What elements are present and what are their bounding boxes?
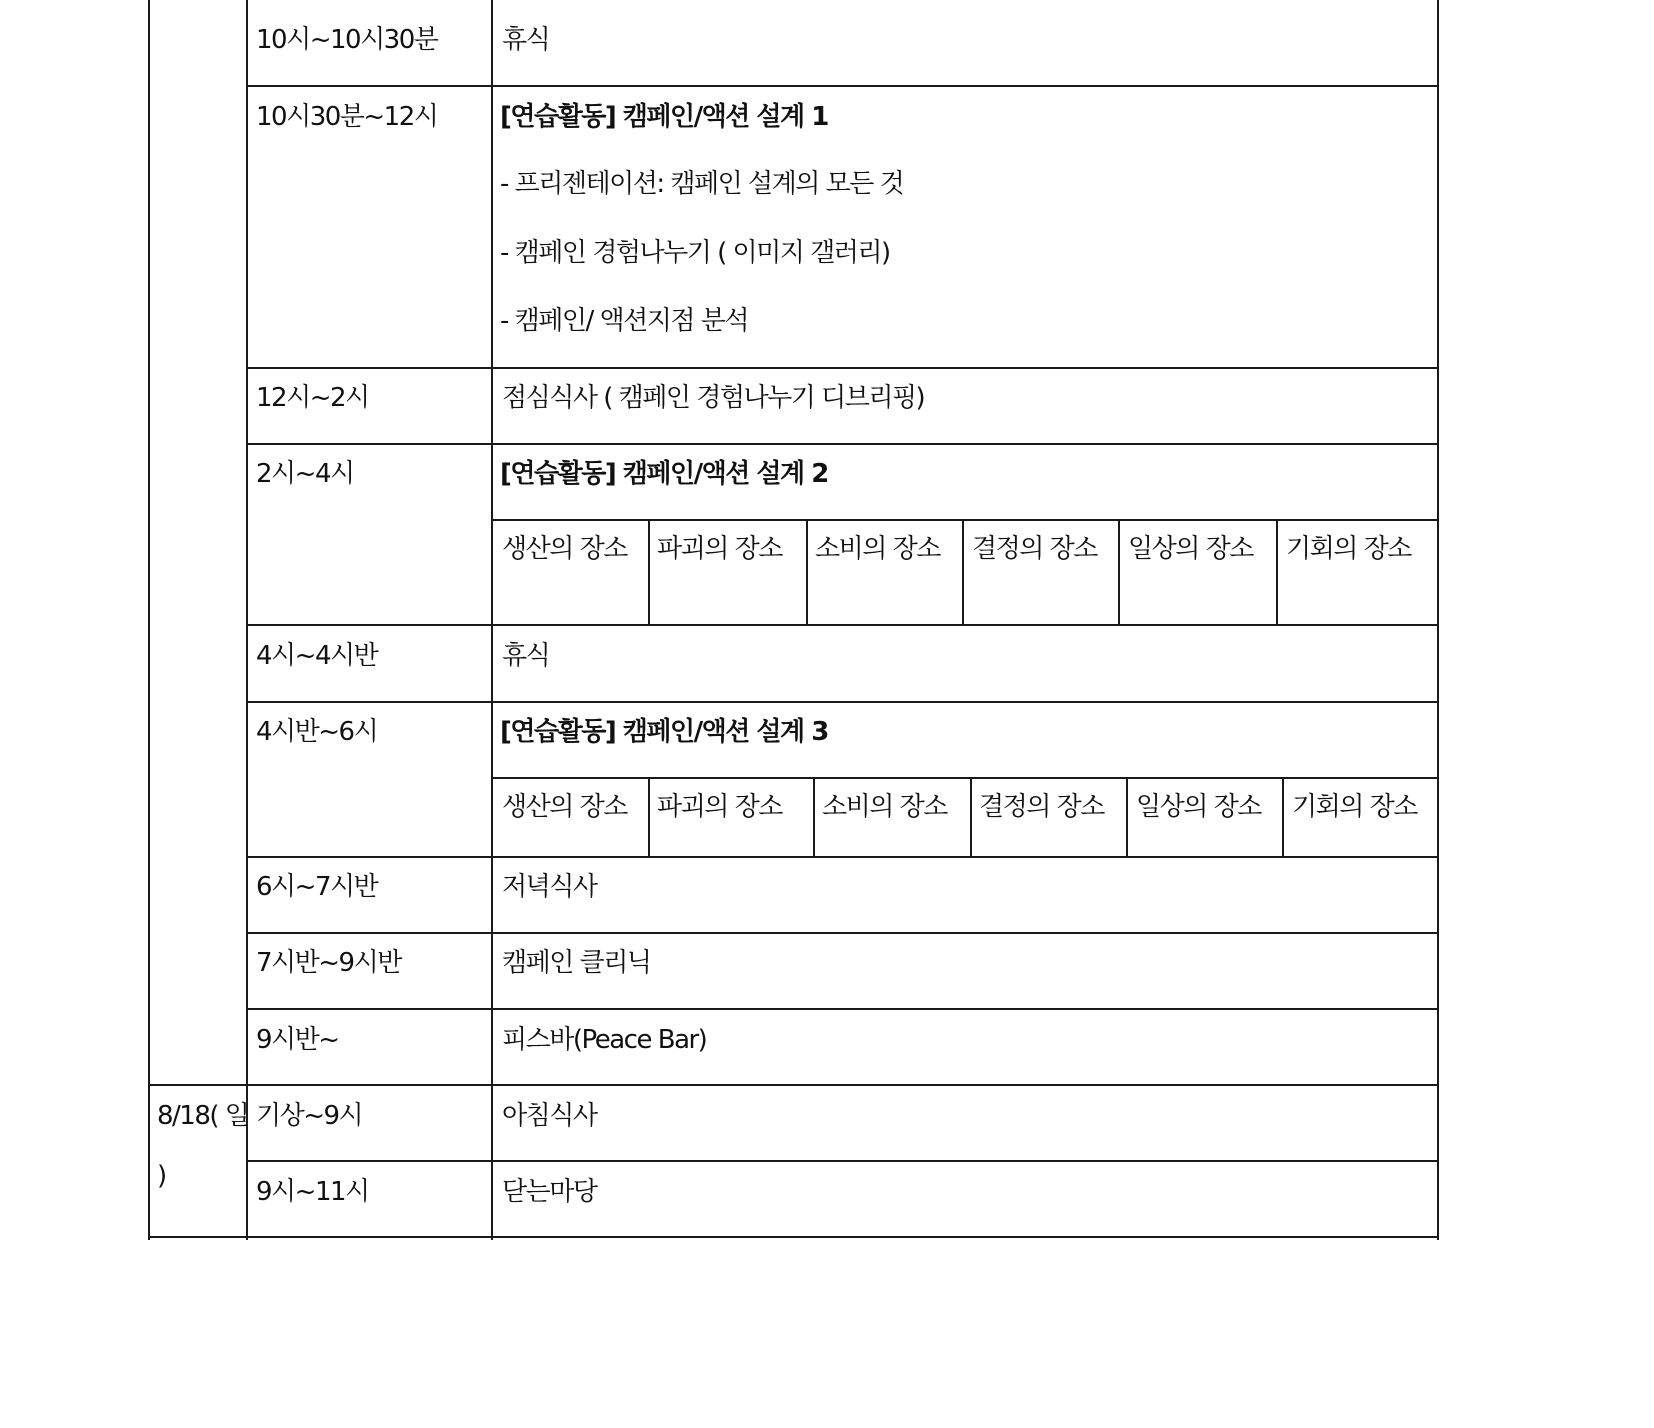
- place-cell: 소비의 장소: [815, 534, 940, 564]
- place-cell-divider: [648, 519, 650, 626]
- content-cell: 아침식사: [502, 1101, 597, 1131]
- content-cell: 닫는마당: [502, 1177, 597, 1207]
- row-divider: [246, 1160, 1439, 1162]
- row-divider: [246, 856, 1439, 858]
- place-cell: 생산의 장소: [502, 792, 627, 822]
- bullet-item: - 캠페인/ 액션지점 분석: [500, 306, 748, 336]
- place-cell-divider: [962, 519, 964, 626]
- place-cell: 일상의 장소: [1136, 792, 1261, 822]
- time-cell: 10시~10시30분: [256, 25, 438, 55]
- content-cell: 휴식: [502, 25, 550, 55]
- content-cell: 점심식사 ( 캠페인 경험나누기 디브리핑): [502, 383, 925, 413]
- time-cell: 7시반~9시반: [256, 948, 401, 978]
- activity-title: [연습활동] 캠페인/액션 설계 3: [500, 717, 828, 747]
- place-cell-divider: [813, 777, 815, 858]
- activity-title: [연습활동] 캠페인/액션 설계 1: [500, 102, 828, 132]
- time-cell: 9시~11시: [256, 1177, 369, 1207]
- date-cell: ): [157, 1161, 166, 1191]
- time-cell: 기상~9시: [256, 1101, 363, 1131]
- time-cell: 4시~4시반: [256, 641, 378, 671]
- place-cell: 결정의 장소: [979, 792, 1104, 822]
- place-cell-divider: [970, 777, 972, 858]
- row-divider: [246, 1008, 1439, 1010]
- bullet-item: - 프리젠테이션: 캠페인 설계의 모든 것: [500, 169, 904, 199]
- time-cell: 12시~2시: [256, 383, 369, 413]
- row-divider: [491, 777, 1439, 779]
- time-cell: 4시반~6시: [256, 717, 378, 747]
- day-divider: [148, 1084, 1439, 1086]
- time-cell: 6시~7시반: [256, 872, 378, 902]
- table-border-left: [148, 0, 150, 1240]
- bullet-item: - 캠페인 경험나누기 ( 이미지 갤러리): [500, 238, 890, 268]
- place-cell-divider: [648, 777, 650, 858]
- place-cell-divider: [806, 519, 808, 626]
- place-cell: 소비의 장소: [822, 792, 947, 822]
- table-divider-time-content: [491, 0, 493, 1240]
- row-divider: [246, 443, 1439, 445]
- row-divider: [246, 932, 1439, 934]
- activity-title: [연습활동] 캠페인/액션 설계 2: [500, 459, 828, 489]
- place-cell: 기회의 장소: [1286, 534, 1411, 564]
- place-cell-divider: [1118, 519, 1120, 626]
- table-border-bottom: [148, 1236, 1439, 1238]
- place-cell: 결정의 장소: [972, 534, 1097, 564]
- content-cell: 캠페인 클리닉: [502, 948, 651, 978]
- content-cell: 저녁식사: [502, 872, 597, 902]
- place-cell-divider: [1282, 777, 1284, 858]
- row-divider: [491, 519, 1439, 521]
- place-cell-divider: [1276, 519, 1278, 626]
- place-cell: 생산의 장소: [502, 534, 627, 564]
- table-border-right: [1437, 0, 1439, 1240]
- row-divider: [246, 624, 1439, 626]
- date-cell: 8/18( 일: [157, 1101, 249, 1131]
- time-cell: 10시30분~12시: [256, 102, 438, 132]
- row-divider: [246, 85, 1439, 87]
- content-cell: 피스바(Peace Bar): [502, 1025, 707, 1055]
- time-cell: 9시반~: [256, 1025, 339, 1055]
- place-cell: 파괴의 장소: [657, 792, 782, 822]
- place-cell-divider: [1126, 777, 1128, 858]
- content-cell: 휴식: [502, 641, 550, 671]
- table-divider-date-time: [246, 0, 248, 1240]
- row-divider: [246, 701, 1439, 703]
- row-divider: [246, 367, 1439, 369]
- place-cell: 파괴의 장소: [657, 534, 782, 564]
- place-cell: 일상의 장소: [1128, 534, 1253, 564]
- place-cell: 기회의 장소: [1292, 792, 1417, 822]
- time-cell: 2시~4시: [256, 459, 354, 489]
